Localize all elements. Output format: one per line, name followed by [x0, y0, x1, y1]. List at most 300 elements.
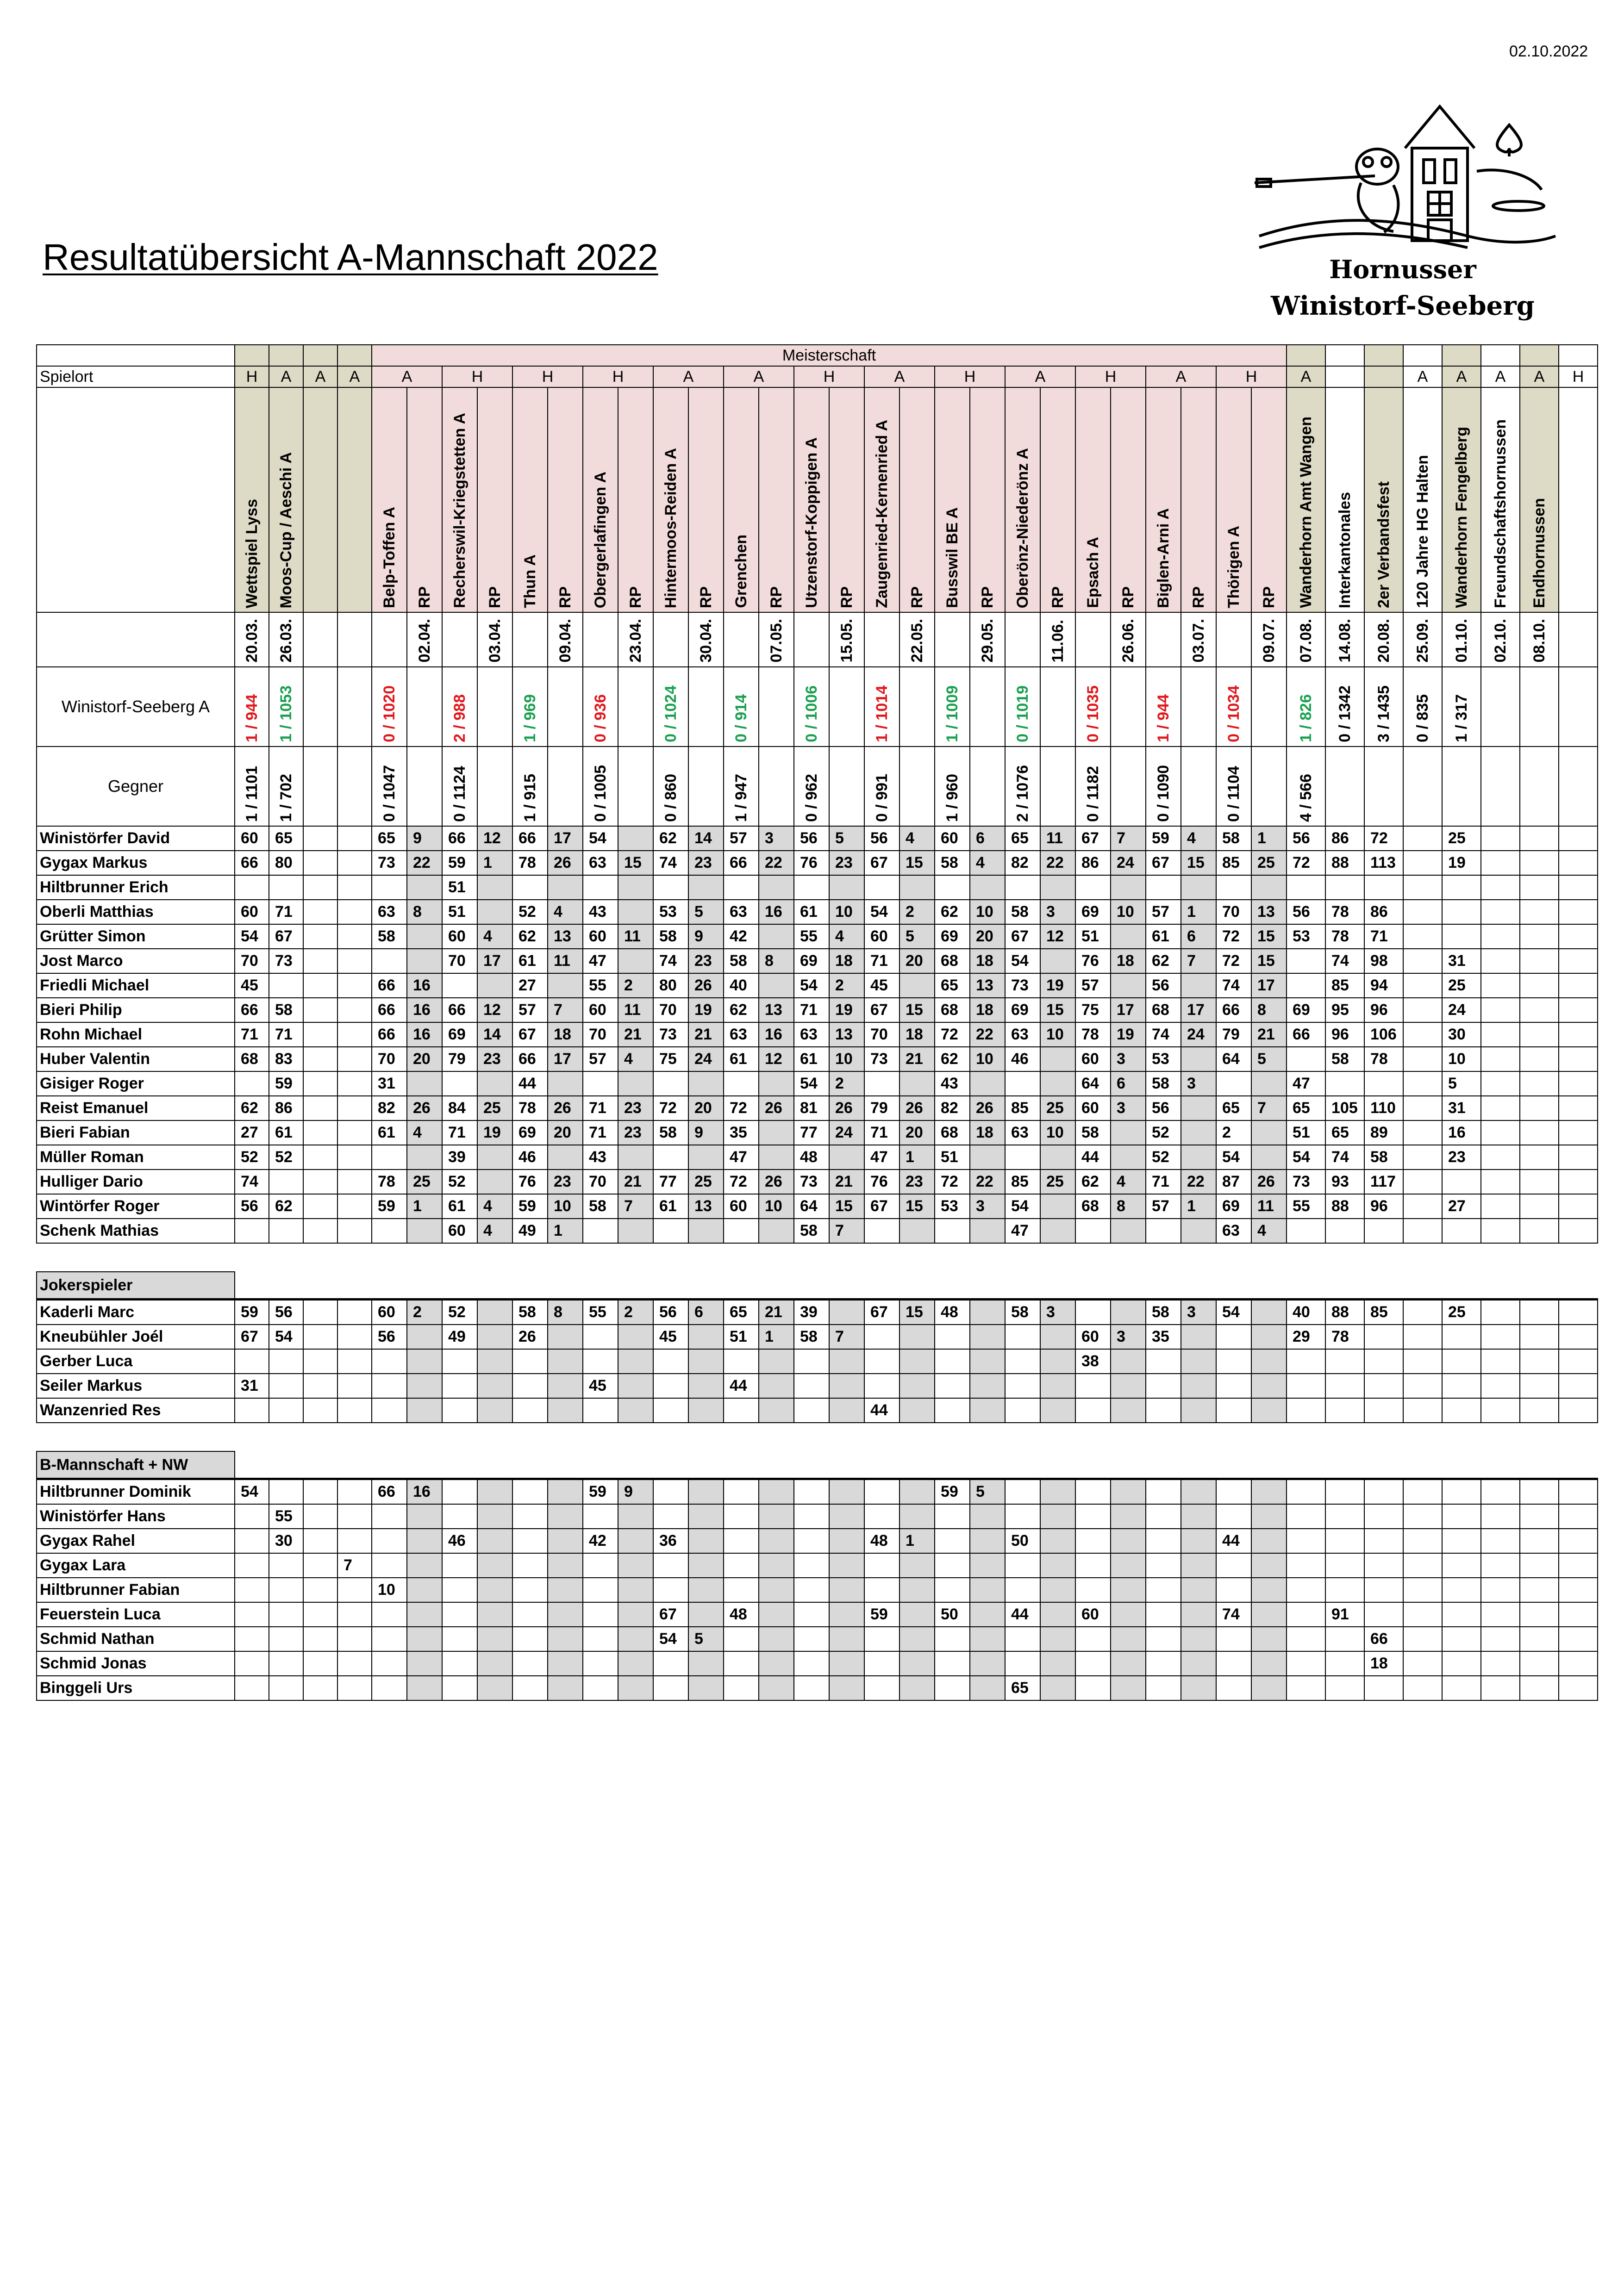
rp-value: 13: [688, 1194, 724, 1219]
score-value: [1559, 1071, 1598, 1096]
rp-value: 23: [618, 1096, 653, 1120]
score-value: [1481, 1651, 1520, 1676]
event-date-text: 08.10.: [1530, 619, 1548, 663]
opponent-result: [1287, 747, 1325, 826]
date-spacer: [442, 612, 477, 667]
player-name: Bieri Fabian: [37, 1120, 235, 1145]
score-value: 71: [794, 998, 829, 1022]
player-row: [37, 1120, 1598, 1145]
score-value: [1287, 1479, 1325, 1505]
rp-value: [477, 973, 512, 998]
opponent-result-rp: [618, 747, 653, 826]
player-name: Winistörfer David: [37, 826, 235, 851]
player-row: [37, 1398, 1598, 1423]
rp-value: 23: [688, 851, 724, 875]
team-result-text: 1 / 944: [1154, 694, 1172, 742]
rp-value: 13: [1251, 900, 1287, 924]
spielort-value: A: [1287, 366, 1325, 387]
score-value: [1481, 875, 1520, 900]
score-value: [1287, 1627, 1325, 1651]
rp-value: [829, 875, 864, 900]
score-value: 67: [1005, 924, 1040, 949]
event-label: [372, 387, 407, 612]
score-value: [1364, 1349, 1403, 1374]
score-value: 61: [442, 1194, 477, 1219]
team-result-text: 0 / 1006: [802, 685, 820, 742]
score-value: 60: [935, 826, 970, 851]
score-value: 52: [1146, 1120, 1181, 1145]
score-value: 46: [442, 1529, 477, 1553]
rp-value: 26: [1251, 1170, 1287, 1194]
rp-value: 3: [1111, 1096, 1146, 1120]
score-value: [372, 1602, 407, 1627]
player-name: Schenk Mathias: [37, 1219, 235, 1243]
score-value: 31: [235, 1374, 269, 1398]
score-value: [1216, 1374, 1251, 1398]
score-value: [303, 851, 337, 875]
score-value: [269, 1479, 303, 1505]
band-cell: [1325, 345, 1364, 366]
event-label: [583, 387, 618, 612]
rp-value: [1251, 1578, 1287, 1602]
score-value: [1559, 1553, 1598, 1578]
team-result-text: 3 / 1435: [1374, 685, 1393, 742]
rp-value: 3: [759, 826, 794, 851]
score-value: 61: [794, 900, 829, 924]
score-value: [1559, 1170, 1598, 1194]
rp-value: [759, 1071, 794, 1096]
rp-value: [548, 1398, 583, 1423]
rp-value: [899, 1676, 935, 1700]
team-result-rp: [548, 667, 583, 747]
rp-value: 16: [407, 973, 442, 998]
player-row: [37, 1325, 1598, 1349]
event-date-text: 03.07.: [1189, 619, 1207, 663]
score-value: [1403, 1096, 1442, 1120]
spielort-value: H: [1216, 366, 1287, 387]
rp-value: 8: [407, 900, 442, 924]
score-value: 78: [512, 1096, 548, 1120]
score-value: 2: [1216, 1120, 1251, 1145]
rp-value: 7: [1251, 1096, 1287, 1120]
event-date-text: 11.06.: [1049, 620, 1067, 663]
score-value: 66: [442, 998, 477, 1022]
score-value: [1005, 1349, 1040, 1374]
rp-value: 19: [1040, 973, 1075, 998]
event-date: [337, 612, 372, 667]
player-name: Gygax Lara: [37, 1553, 235, 1578]
rp-value: [1111, 1504, 1146, 1529]
rp-value: 21: [1251, 1022, 1287, 1047]
score-value: [653, 875, 688, 900]
score-value: 74: [653, 949, 688, 973]
score-value: [372, 875, 407, 900]
score-value: [269, 1553, 303, 1578]
score-value: [724, 1398, 759, 1423]
score-value: [1442, 1325, 1481, 1349]
score-value: 67: [1146, 851, 1181, 875]
score-value: [1481, 1096, 1520, 1120]
score-value: 96: [1364, 1194, 1403, 1219]
score-value: [1364, 875, 1403, 900]
rp-value: [477, 1374, 512, 1398]
rp-value: [1040, 1325, 1075, 1349]
event-date: [1364, 612, 1403, 667]
opponent-result: [1216, 747, 1251, 826]
section-gap: [37, 1423, 1598, 1451]
event-date: [1559, 612, 1598, 667]
rp-value: 25: [688, 1170, 724, 1194]
score-value: [337, 1325, 372, 1349]
score-value: 44: [1005, 1602, 1040, 1627]
score-value: 98: [1364, 949, 1403, 973]
event-label: [1442, 387, 1481, 612]
rp-value: 1: [1181, 1194, 1216, 1219]
score-value: 79: [442, 1047, 477, 1071]
score-value: [1364, 1602, 1403, 1627]
score-value: 58: [724, 949, 759, 973]
score-value: [653, 1349, 688, 1374]
rp-value: 26: [548, 1096, 583, 1120]
score-value: [1520, 1047, 1559, 1071]
spielort-value: H: [935, 366, 1005, 387]
score-value: 49: [512, 1219, 548, 1243]
rp-value: [970, 1602, 1005, 1627]
rp-value: [548, 1578, 583, 1602]
rp-value: 15: [899, 851, 935, 875]
rp-value: [1251, 1071, 1287, 1096]
event-date-text: 30.04.: [697, 619, 715, 663]
score-value: 72: [1364, 826, 1403, 851]
score-value: 43: [935, 1071, 970, 1096]
score-value: 67: [653, 1602, 688, 1627]
score-value: [1287, 1602, 1325, 1627]
score-value: [512, 1479, 548, 1505]
score-value: [1146, 875, 1181, 900]
score-value: 60: [442, 924, 477, 949]
rp-value: [477, 900, 512, 924]
rp-value: [477, 1676, 512, 1700]
score-value: [724, 1219, 759, 1243]
score-value: [337, 998, 372, 1022]
score-value: [1559, 1578, 1598, 1602]
score-value: [1520, 1325, 1559, 1349]
rp-value: 20: [688, 1096, 724, 1120]
score-value: [1559, 1504, 1598, 1529]
score-value: [653, 1071, 688, 1096]
score-value: [1005, 1374, 1040, 1398]
score-value: 71: [583, 1120, 618, 1145]
score-value: 48: [935, 1300, 970, 1325]
rp-value: [829, 1349, 864, 1374]
event-date: [618, 612, 653, 667]
team-result-text: 0 / 914: [732, 694, 750, 742]
team-result: [512, 667, 548, 747]
score-value: 66: [512, 1047, 548, 1071]
opponent-result: [583, 747, 618, 826]
score-value: 69: [1005, 998, 1040, 1022]
score-value: 58: [1364, 1145, 1403, 1170]
rp-value: [1111, 1602, 1146, 1627]
band-label-empty: [37, 345, 235, 366]
opponent-result: [1520, 747, 1559, 826]
score-value: [1403, 1398, 1442, 1423]
player-name: Wanzenried Res: [37, 1398, 235, 1423]
rp-value: 25: [407, 1170, 442, 1194]
event-date: [269, 612, 303, 667]
player-name: Seiler Markus: [37, 1374, 235, 1398]
event-label-text: Oberönz-Niederönz A: [1013, 448, 1031, 608]
score-value: 44: [1075, 1145, 1111, 1170]
rp-value: [829, 1529, 864, 1553]
score-value: [1287, 1374, 1325, 1398]
rp-value: [1181, 1120, 1216, 1145]
rp-value: [477, 1398, 512, 1423]
rp-value: 18: [1111, 949, 1146, 973]
rp-value: [477, 1602, 512, 1627]
score-value: [1287, 1047, 1325, 1071]
score-value: [1403, 1504, 1442, 1529]
score-value: 67: [1075, 826, 1111, 851]
score-value: [269, 1349, 303, 1374]
rp-value: [1181, 1676, 1216, 1700]
score-value: [1403, 1194, 1442, 1219]
rp-label-text: RP: [908, 586, 926, 608]
opponent-result: [269, 747, 303, 826]
score-value: [1403, 1529, 1442, 1553]
score-value: 73: [653, 1022, 688, 1047]
band-cell: [1559, 345, 1598, 366]
rp-value: 17: [548, 1047, 583, 1071]
score-value: 55: [583, 973, 618, 998]
score-value: [235, 1071, 269, 1096]
score-value: [337, 1145, 372, 1170]
spielort-value: A: [1146, 366, 1216, 387]
score-value: [1481, 1047, 1520, 1071]
rp-value: [759, 875, 794, 900]
event-label-text: Wanderhorn Amt Wangen: [1297, 417, 1315, 608]
score-value: 60: [583, 998, 618, 1022]
score-value: [1005, 1145, 1040, 1170]
rp-value: [970, 1676, 1005, 1700]
score-value: [1559, 900, 1598, 924]
score-value: 78: [512, 851, 548, 875]
score-value: [337, 949, 372, 973]
team-result: [1559, 667, 1598, 747]
opponent-result: [1325, 747, 1364, 826]
rp-value: 5: [899, 924, 935, 949]
score-value: [794, 1479, 829, 1505]
spielort-value: A: [1403, 366, 1442, 387]
spielort-value: A: [653, 366, 724, 387]
score-value: [235, 1219, 269, 1243]
score-value: 85: [1325, 973, 1364, 998]
rp-value: 25: [1040, 1170, 1075, 1194]
rp-value: [970, 1553, 1005, 1578]
score-value: [1364, 1374, 1403, 1398]
band-cell: [1287, 345, 1325, 366]
spielort-value: H: [583, 366, 653, 387]
score-value: 25: [1442, 826, 1481, 851]
score-value: [724, 1676, 759, 1700]
rp-value: [1040, 1194, 1075, 1219]
rp-value: [1251, 1349, 1287, 1374]
rp-value: 16: [407, 1479, 442, 1505]
rp-value: 5: [970, 1479, 1005, 1505]
band-cell: [1364, 345, 1403, 366]
score-value: 70: [583, 1170, 618, 1194]
rp-label: [688, 387, 724, 612]
rp-value: 20: [899, 1120, 935, 1145]
score-value: 73: [269, 949, 303, 973]
score-value: 47: [1287, 1071, 1325, 1096]
score-value: [1520, 1529, 1559, 1553]
team-result: [1364, 667, 1403, 747]
opponent-result-rp: [1040, 747, 1075, 826]
score-value: 45: [653, 1325, 688, 1349]
rp-value: [1111, 1627, 1146, 1651]
score-value: 65: [935, 973, 970, 998]
player-name: Friedli Michael: [37, 973, 235, 998]
score-value: [1325, 1504, 1364, 1529]
player-name: Kneubühler Joél: [37, 1325, 235, 1349]
score-value: [1520, 900, 1559, 924]
rp-value: 21: [618, 1022, 653, 1047]
score-value: [512, 1651, 548, 1676]
score-value: 69: [1287, 998, 1325, 1022]
rp-value: 5: [829, 826, 864, 851]
rp-value: [477, 1504, 512, 1529]
score-value: [269, 973, 303, 998]
score-value: 62: [1146, 949, 1181, 973]
score-value: [512, 1398, 548, 1423]
score-value: 31: [1442, 1096, 1481, 1120]
score-value: 68: [1075, 1194, 1111, 1219]
rp-value: 7: [829, 1325, 864, 1349]
rp-value: [477, 1300, 512, 1325]
score-value: [337, 1651, 372, 1676]
score-value: [1325, 1651, 1364, 1676]
rp-value: 7: [829, 1219, 864, 1243]
event-date-text: 25.09.: [1413, 619, 1431, 663]
score-value: 66: [372, 973, 407, 998]
score-value: [794, 1578, 829, 1602]
score-value: [1559, 1676, 1598, 1700]
score-value: [1559, 1602, 1598, 1627]
score-value: 86: [269, 1096, 303, 1120]
rp-value: 20: [970, 924, 1005, 949]
player-name: Schmid Nathan: [37, 1627, 235, 1651]
score-value: [1146, 1578, 1181, 1602]
rp-label: [1111, 387, 1146, 612]
score-value: [512, 1553, 548, 1578]
score-value: [1481, 1553, 1520, 1578]
event-label-text: Epsach A: [1084, 537, 1102, 608]
score-value: [1442, 1219, 1481, 1243]
score-value: [337, 1479, 372, 1505]
score-value: [1005, 1578, 1040, 1602]
score-value: [1005, 1479, 1040, 1505]
band-cell: [1481, 345, 1520, 366]
band-cell: [235, 345, 269, 366]
team-result-text: 2 / 988: [450, 694, 468, 742]
score-value: 71: [269, 1022, 303, 1047]
score-value: [1403, 875, 1442, 900]
rp-value: 15: [899, 998, 935, 1022]
event-label-text: Wanderhorn Fengelberg: [1452, 427, 1470, 608]
player-name: Huber Valentin: [37, 1047, 235, 1071]
opponent-result: [1481, 747, 1520, 826]
score-value: 56: [269, 1300, 303, 1325]
score-value: 53: [653, 900, 688, 924]
spielort-value: A: [864, 366, 935, 387]
opponent-result-text: 1 / 1101: [243, 765, 261, 822]
score-value: [1005, 1651, 1040, 1676]
score-value: [1520, 1300, 1559, 1325]
event-label: [1287, 387, 1325, 612]
rp-value: [618, 1627, 653, 1651]
rp-value: [829, 1398, 864, 1423]
score-value: 63: [724, 1022, 759, 1047]
results-table: [36, 344, 1598, 1701]
score-value: [1559, 1529, 1598, 1553]
score-value: 10: [1442, 1047, 1481, 1071]
rp-value: [829, 1676, 864, 1700]
rp-value: [1251, 1553, 1287, 1578]
rp-value: 6: [1181, 924, 1216, 949]
score-value: 64: [1075, 1071, 1111, 1096]
score-value: [935, 1349, 970, 1374]
score-value: [1520, 1578, 1559, 1602]
score-value: 80: [269, 851, 303, 875]
opponent-result: [935, 747, 970, 826]
score-value: 78: [1364, 1047, 1403, 1071]
rp-value: [1251, 1398, 1287, 1423]
score-value: [337, 1578, 372, 1602]
score-value: 53: [935, 1194, 970, 1219]
rp-value: [899, 1578, 935, 1602]
score-value: 57: [1146, 900, 1181, 924]
player-row: [37, 1553, 1598, 1578]
score-value: [864, 1504, 899, 1529]
rp-value: 1: [477, 851, 512, 875]
score-value: 43: [583, 1145, 618, 1170]
club-logo: [1245, 97, 1560, 329]
score-value: [1364, 1553, 1403, 1578]
score-value: 58: [583, 1194, 618, 1219]
score-value: 45: [864, 973, 899, 998]
score-value: 96: [1364, 998, 1403, 1022]
rp-value: 11: [1040, 826, 1075, 851]
rp-value: 23: [477, 1047, 512, 1071]
rp-value: [407, 1602, 442, 1627]
score-value: 60: [235, 900, 269, 924]
opponent-result-text: 1 / 960: [943, 774, 961, 822]
date-spacer: [653, 612, 688, 667]
player-name: Hiltbrunner Dominik: [37, 1479, 235, 1505]
rp-value: [899, 1479, 935, 1505]
score-value: [1442, 1374, 1481, 1398]
score-value: 68: [1146, 998, 1181, 1022]
team-result: [1005, 667, 1040, 747]
event-label-text: Belp-Toffen A: [380, 506, 398, 608]
score-value: [1559, 1349, 1598, 1374]
score-value: [303, 1529, 337, 1553]
rp-value: 4: [477, 924, 512, 949]
rp-value: [899, 1398, 935, 1423]
score-value: [337, 973, 372, 998]
score-value: [1481, 826, 1520, 851]
